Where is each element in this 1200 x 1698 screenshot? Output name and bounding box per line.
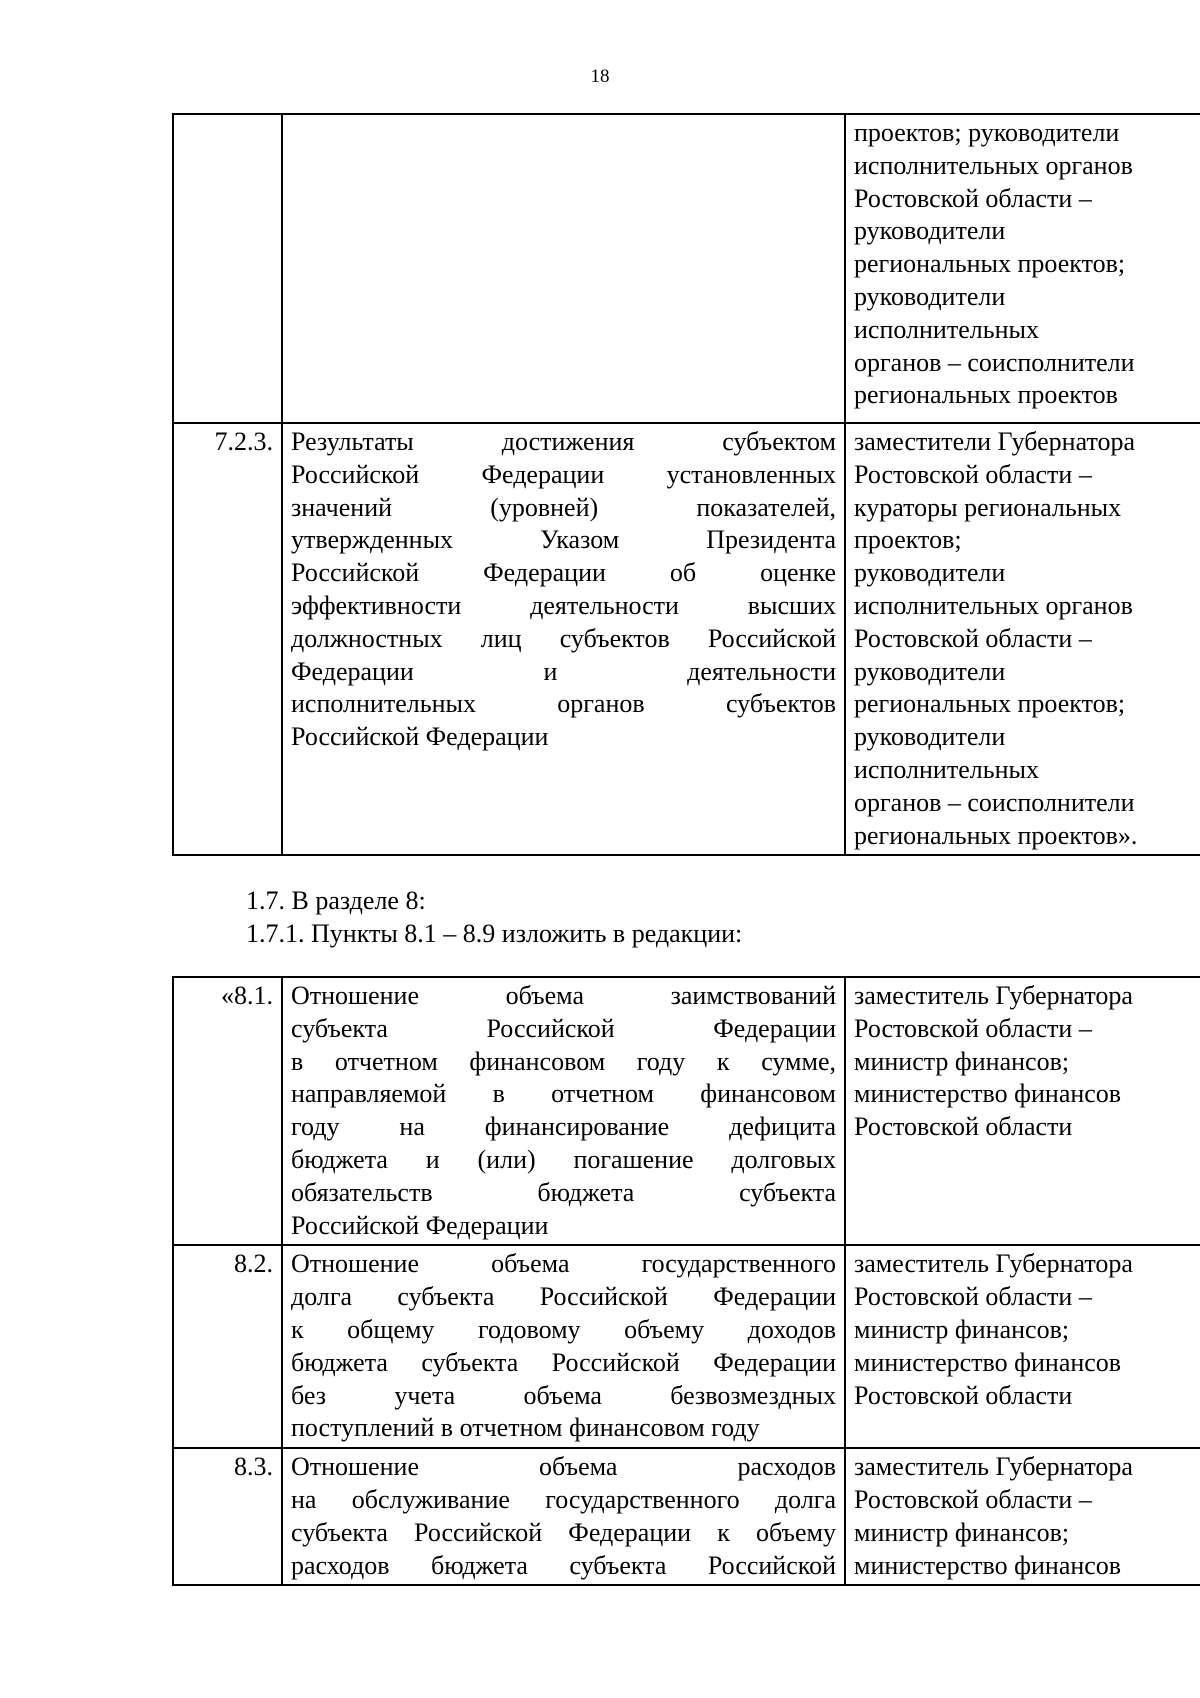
text-line: Отношение объема государственного	[291, 1249, 836, 1279]
text-line: бюджета и (или) погашение долговых	[291, 1144, 836, 1174]
responsible-line: Ростовской области –	[854, 1282, 1092, 1312]
responsible-line: руководители	[854, 656, 1006, 686]
text-line: Отношение объема заимствований	[291, 981, 836, 1010]
text-line: Федерации и деятельности	[291, 656, 836, 686]
text-line: Отношение объема расходов	[291, 1452, 836, 1482]
responsible-line: региональных проектов;	[854, 249, 1126, 279]
indicator-text-cell	[282, 1245, 845, 1448]
responsible-line: руководители	[854, 558, 1006, 588]
text-line: исполнительных органов субъектов	[291, 689, 836, 719]
responsible-line: министерство финансов	[854, 1079, 1122, 1109]
text-line: году на финансирование дефицита	[291, 1112, 836, 1142]
row-number-cell: 8.2.	[173, 1245, 282, 1448]
responsible-line: исполнительных	[854, 754, 1039, 784]
table-body	[173, 114, 1200, 855]
responsible-line: Ростовской области	[854, 1380, 1073, 1410]
indicator-text-cell	[282, 1448, 845, 1585]
text-line: субъекта Российской Федерации	[291, 1013, 836, 1043]
text-line: без учета объема безвозмездных	[291, 1380, 836, 1410]
text-line: бюджета субъекта Российской Федерации	[291, 1347, 836, 1377]
responsible-line: министр финансов;	[854, 1517, 1070, 1547]
responsible-line: региональных проектов	[854, 380, 1118, 410]
table-row	[173, 977, 1200, 1245]
responsible-line: руководители	[854, 281, 1006, 311]
page-number: 18	[590, 66, 610, 87]
table-body	[173, 977, 1200, 1585]
row-number-cell	[173, 114, 282, 423]
table-row	[173, 1245, 1200, 1448]
indicator-text-cell	[282, 114, 845, 423]
row-number-cell: 7.2.3.	[173, 423, 282, 855]
text-line: субъекта Российской Федерации к объему	[291, 1517, 836, 1547]
responsible-line: Ростовской области –	[854, 1013, 1092, 1043]
responsible-line: заместитель Губернатора	[854, 1249, 1133, 1279]
responsible-line: региональных проектов;	[854, 689, 1126, 719]
text-line: в отчетном финансовом году к сумме,	[291, 1046, 836, 1076]
responsible-line: министр финансов;	[854, 1314, 1070, 1344]
responsible-line: заместители Губернатора	[854, 427, 1136, 456]
text-line: к общему годовому объему доходов	[291, 1314, 836, 1344]
responsible-cell	[845, 114, 1200, 423]
text-line: обязательств бюджета субъекта	[291, 1177, 836, 1207]
responsible-cell	[845, 1448, 1200, 1585]
text-line: Российской Федерации	[291, 722, 549, 752]
text-line: значений (уровней) показателей,	[291, 492, 836, 522]
indicators-table	[172, 976, 1200, 1586]
responsible-line: проектов; руководители	[854, 118, 1120, 147]
table-row	[173, 114, 1200, 423]
responsible-line: исполнительных органов	[854, 150, 1133, 180]
row-number-cell: 8.3.	[173, 1448, 282, 1585]
text-line: Результаты достижения субъектом	[291, 427, 836, 456]
responsible-line: заместитель Губернатора	[854, 981, 1133, 1010]
text-line: расходов бюджета субъекта Российской	[291, 1550, 836, 1580]
responsible-line: руководители	[854, 216, 1006, 246]
row-number-cell: «8.1.	[173, 977, 282, 1245]
responsible-line: министерство финансов	[854, 1347, 1122, 1377]
text-line: Российской Федерации	[291, 1210, 549, 1240]
table-row	[173, 1448, 1200, 1585]
section-heading-paragraph: 1.7. В разделе 8:	[246, 886, 426, 915]
responsible-line: Ростовской области –	[854, 183, 1092, 213]
responsible-line: проектов;	[854, 525, 962, 555]
responsible-line: Ростовской области –	[854, 459, 1092, 489]
responsible-line: Ростовской области –	[854, 623, 1092, 653]
indicator-text-cell	[282, 977, 845, 1245]
responsible-line: кураторы региональных	[854, 492, 1122, 522]
text-line: поступлений в отчетном финансовом году	[291, 1413, 760, 1443]
responsible-cell	[845, 1245, 1200, 1448]
responsible-line: Ростовской области	[854, 1112, 1073, 1142]
text-line: Российской Федерации об оценке	[291, 558, 836, 588]
text-line: Российской Федерации установленных	[291, 459, 836, 489]
responsible-line: исполнительных	[854, 314, 1039, 344]
responsible-line: министр финансов;	[854, 1046, 1070, 1076]
responsible-line: органов – соисполнители	[854, 787, 1135, 817]
text-line: долга субъекта Российской Федерации	[291, 1282, 836, 1312]
table-row	[173, 423, 1200, 855]
responsible-cell	[845, 977, 1200, 1245]
text-line: утвержденных Указом Президента	[291, 525, 836, 555]
responsible-line: заместитель Губернатора	[854, 1452, 1133, 1482]
responsible-line: органов – соисполнители	[854, 347, 1135, 377]
responsible-line: исполнительных органов	[854, 590, 1133, 620]
responsible-line: министерство финансов	[854, 1550, 1122, 1580]
responsible-cell	[845, 423, 1200, 855]
responsible-line: руководители	[854, 722, 1006, 752]
responsible-line: Ростовской области –	[854, 1484, 1092, 1514]
text-line: на обслуживание государственного долга	[291, 1484, 836, 1514]
text-line: направляемой в отчетном финансовом	[291, 1079, 836, 1109]
indicator-text-cell	[282, 423, 845, 855]
text-line: эффективности деятельности высших	[291, 590, 836, 620]
amendment-paragraph: 1.7.1. Пункты 8.1 – 8.9 изложить в редакции:	[246, 919, 743, 948]
table-continued	[172, 113, 1200, 856]
responsible-line: региональных проектов».	[854, 820, 1138, 850]
text-line: должностных лиц субъектов Российской	[291, 623, 836, 653]
